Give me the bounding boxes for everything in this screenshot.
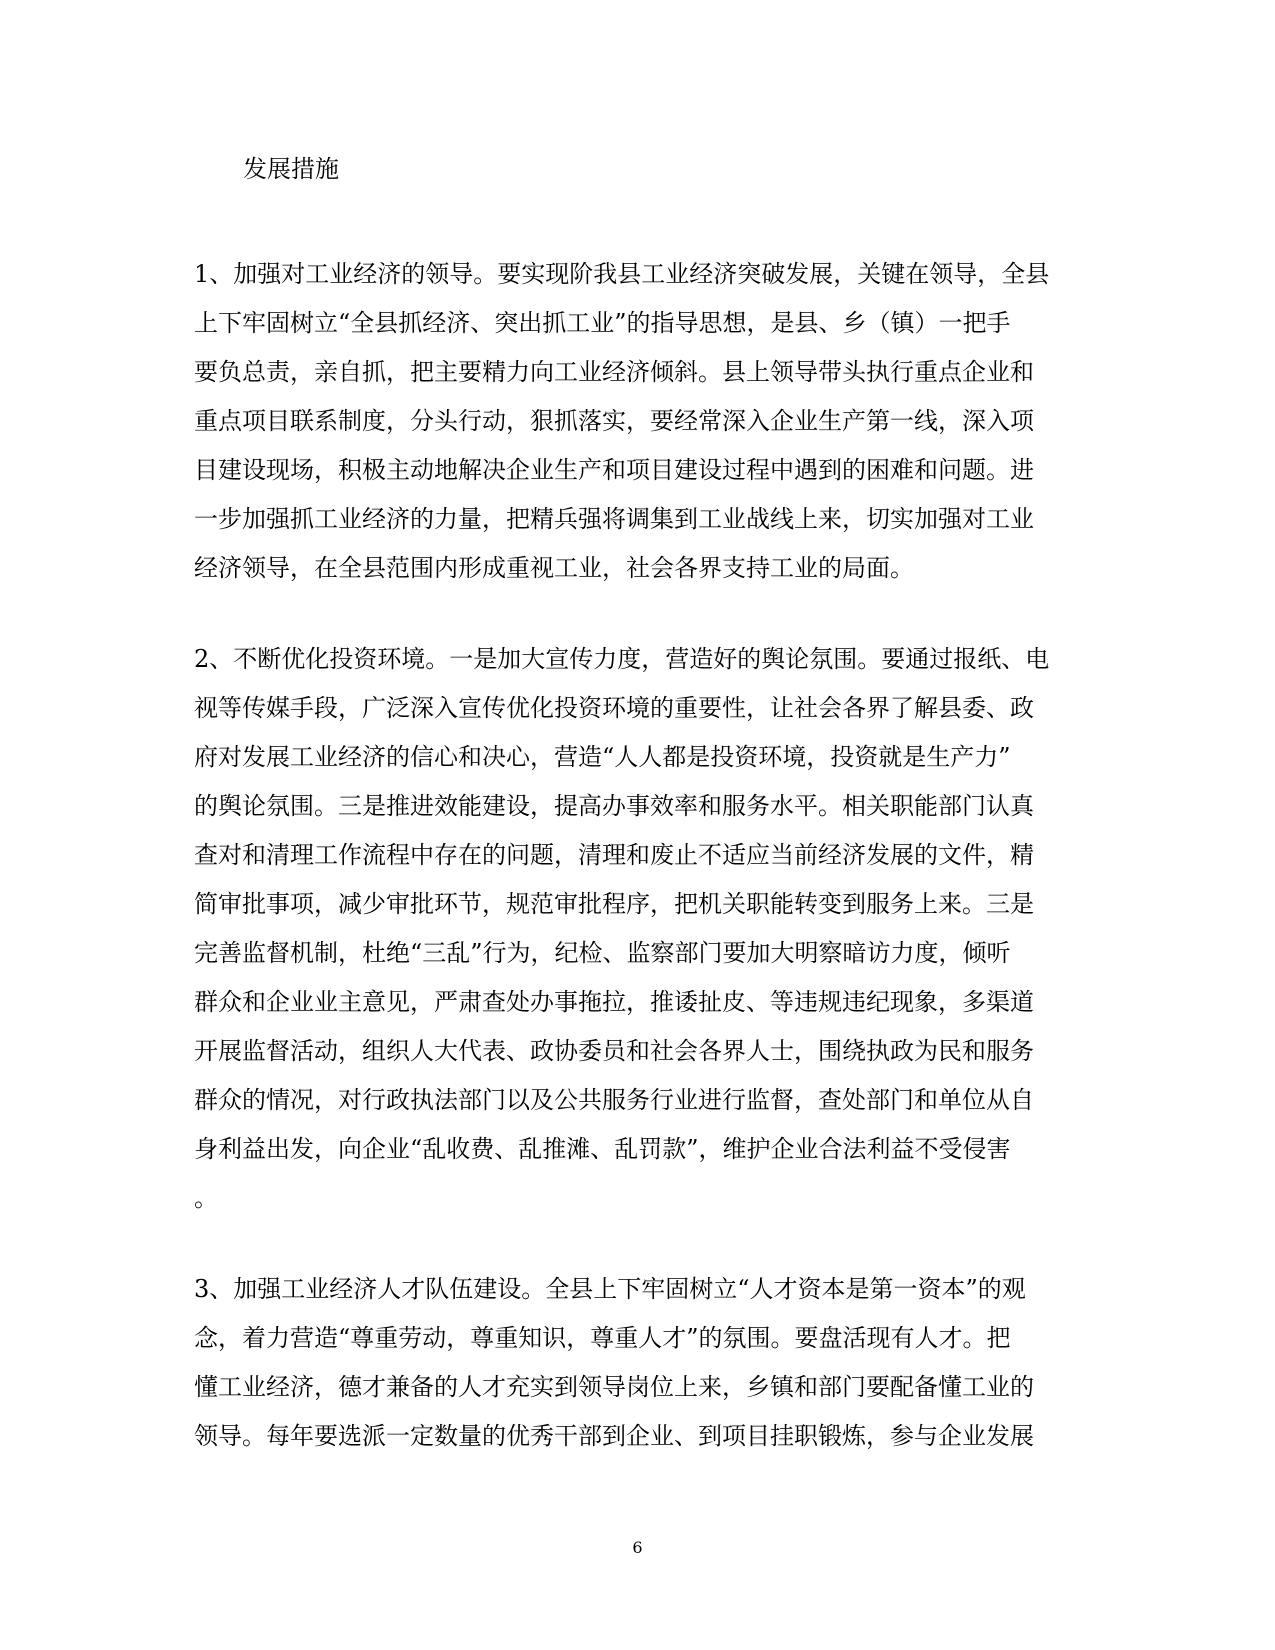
text-line: 府对发展工业经济的信心和决心，营造“人人都是投资环境，投资就是生产力” (194, 743, 1011, 771)
text-line: 领导。每年要选派一定数量的优秀干部到企业、到项目挂职锻炼，参与企业发展 (194, 1422, 1034, 1450)
text-line: 身利益出发，向企业“乱收费、乱推滩、乱罚款”，维护企业合法利益不受侵害 (194, 1135, 1011, 1163)
text-line: 简审批事项，减少审批环节，规范审批程序，把机关职能转变到服务上来。三是 (194, 890, 1034, 918)
section-heading: 发展措施 (243, 155, 339, 183)
text-line: 开展监督活动，组织人大代表、政协委员和社会各界人士，围绕执政为民和服务 (194, 1037, 1034, 1065)
text-line: 群众和企业业主意见，严肃查处办事拖拉，推诿扯皮、等违规违纪现象，多渠道 (194, 988, 1034, 1016)
text-line: 。 (194, 1184, 218, 1212)
text-line: 懂工业经济，德才兼备的人才充实到领导岗位上来，乡镇和部门要配备懂工业的 (194, 1373, 1034, 1401)
page-number: 6 (632, 1538, 643, 1557)
text-line: 一步加强抓工业经济的力量，把精兵强将调集到工业战线上来，切实加强对工业 (194, 505, 1034, 533)
paragraph-2 (194, 635, 1090, 1223)
text-line: 经济领导，在全县范围内形成重视工业，社会各界支持工业的局面。 (194, 554, 914, 582)
text-line: 的舆论氛围。三是推进效能建设，提高办事效率和服务水平。相关职能部门认真 (194, 792, 1034, 820)
text-line: 重点项目联系制度，分头行动，狠抓落实，要经常深入企业生产第一线，深入项 (194, 407, 1034, 435)
text-line: 完善监督机制，杜绝“三乱”行为，纪检、监察部门要加大明察暗访力度，倾听 (194, 939, 1011, 967)
text-line: 视等传媒手段，广泛深入宣传优化投资环境的重要性，让社会各界了解县委、政 (194, 694, 1034, 722)
text-line: 1、加强对工业经济的领导。要实现阶我县工业经济突破发展，关键在领导，全县 (194, 260, 1050, 288)
text-line: 目建设现场，积极主动地解决企业生产和项目建设过程中遇到的困难和问题。进 (194, 456, 1034, 484)
text-line: 要负总责，亲自抓，把主要精力向工业经济倾斜。县上领导带头执行重点企业和 (194, 358, 1034, 386)
text-line: 查对和清理工作流程中存在的问题，清理和废止不适应当前经济发展的文件，精 (194, 841, 1034, 869)
text-line: 念，着力营造“尊重劳动，尊重知识，尊重人才”的氛围。要盘活现有人才。把 (194, 1324, 1011, 1352)
text-line: 2、不断优化投资环境。一是加大宣传力度，营造好的舆论氛围。要通过报纸、电 (194, 645, 1050, 673)
paragraph-3 (194, 1265, 1090, 1461)
text-line: 3、加强工业经济人才队伍建设。全县上下牢固树立“人才资本是第一资本”的观 (194, 1275, 1026, 1303)
paragraph-1 (194, 250, 1090, 593)
text-line: 上下牢固树立“全县抓经济、突出抓工业”的指导思想，是县、乡（镇）一把手 (194, 309, 1011, 337)
text-line: 群众的情况，对行政执法部门以及公共服务行业进行监督，查处部门和单位从自 (194, 1086, 1034, 1114)
